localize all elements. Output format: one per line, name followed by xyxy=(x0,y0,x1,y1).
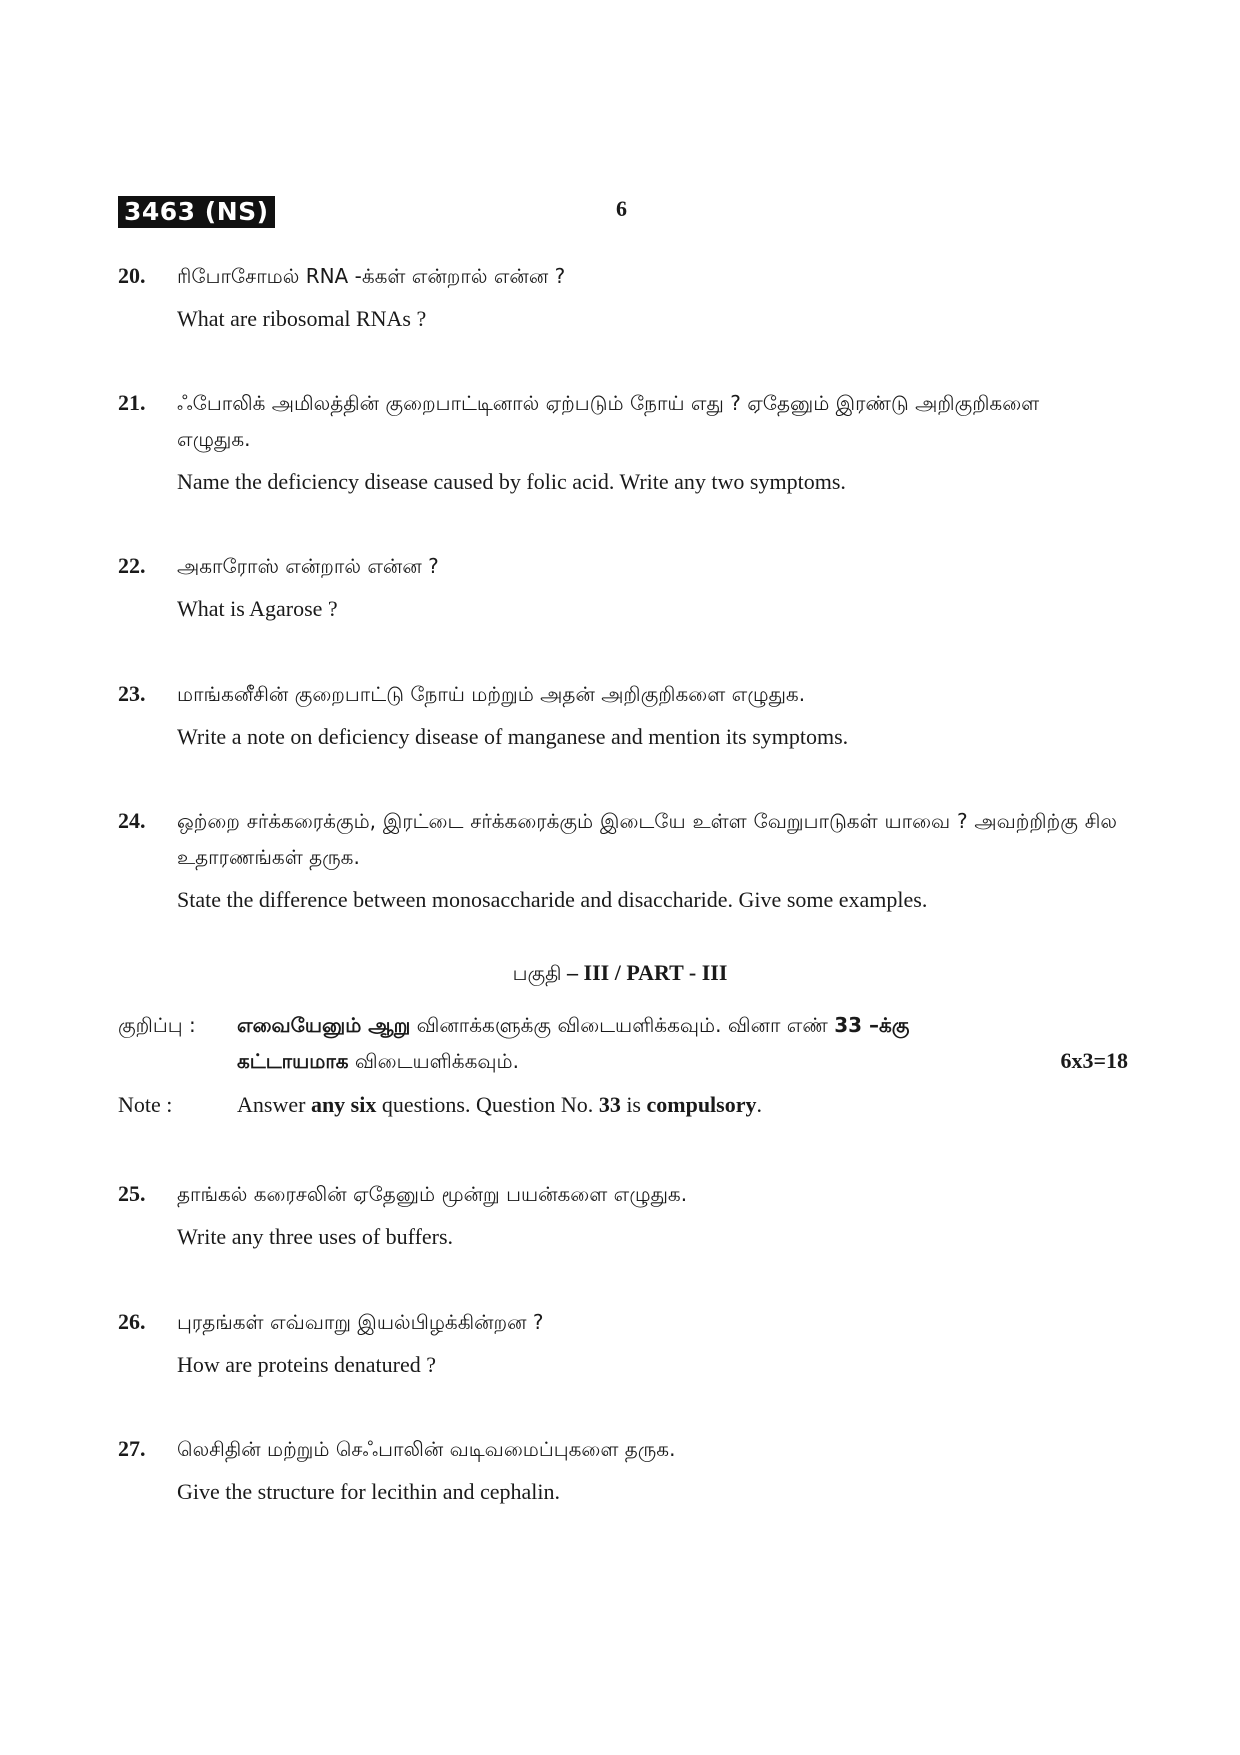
note-emphasis: 33 –க்கு xyxy=(834,1013,910,1037)
question-text-tamil: தாங்கல் கரைசலின் ஏதேனும் மூன்று பயன்களை எழுதுக. xyxy=(177,1182,688,1206)
part-heading-text: III / PART - III xyxy=(583,960,728,985)
question-text-tamil: ரிபோசோமல் RNA -க்கள் என்றால் என்ன ? xyxy=(177,264,566,288)
note-emphasis: கட்டாயமாக xyxy=(237,1049,349,1073)
question-text-english: How are proteins denatured ? xyxy=(177,1352,437,1377)
question-number: 22. xyxy=(118,553,146,578)
note-text-english xyxy=(237,1087,1128,1123)
question-text-english: State the difference between monosaccharide and disaccharide. Give some examples. xyxy=(177,887,928,912)
question-text-english: Write any three uses of buffers. xyxy=(177,1224,454,1249)
part-heading-separator: – xyxy=(561,960,584,985)
note-label-tamil: குறிப்பு : xyxy=(118,1013,196,1037)
question-text-tamil: லெசிதின் மற்றும் செஃபாலின் வடிவமைப்புகளை தருக. xyxy=(177,1437,676,1461)
question-text-tamil: மாங்கனீசின் குறைபாட்டு நோய் மற்றும் அதன் அறிகுறிகளை எழுதுக. xyxy=(177,682,806,706)
question-text-tamil: ஒற்றை சர்க்கரைக்கும், இரட்டை சர்க்கரைக்கும் இடையே உள்ள வேறுபாடுகள் யாவை ? அவற்றிற்கு சில உதாரணங்கள் தருக. xyxy=(177,809,1117,869)
question-text-english: Write a note on deficiency disease of manganese and mention its symptoms. xyxy=(177,724,849,749)
question-number: 25. xyxy=(118,1181,146,1206)
note-emphasis: compulsory xyxy=(646,1092,757,1117)
note-segment: is xyxy=(620,1092,647,1117)
question-text-english: What are ribosomal RNAs ? xyxy=(177,306,427,331)
question-text-english: What is Agarose ? xyxy=(177,596,338,621)
paper-code-badge: 3463 (NS) xyxy=(118,196,275,228)
note-segment: questions. Question No. xyxy=(376,1092,599,1117)
question-text-tamil: அகாரோஸ் என்றால் என்ன ? xyxy=(177,554,439,578)
part-heading xyxy=(0,960,1240,988)
question-number: 23. xyxy=(118,681,146,706)
note-segment: விடையளிக்கவும். xyxy=(348,1049,519,1073)
note-emphasis: எவையேனும் ஆறு xyxy=(237,1013,411,1037)
question-text-tamil: ஃபோலிக் அமிலத்தின் குறைபாட்டினால் ஏற்படும் நோய் எது ? ஏதேனும் இரண்டு அறிகுறிகளை எழுதுக. xyxy=(177,391,1040,451)
note-segment: . xyxy=(756,1092,762,1117)
note-segment: Answer xyxy=(237,1092,311,1117)
marks-scheme: 6x3=18 xyxy=(1060,1048,1128,1073)
question-number: 27. xyxy=(118,1436,146,1461)
question-number: 20. xyxy=(118,263,146,288)
note-emphasis: 33 xyxy=(598,1092,621,1117)
page-number: 6 xyxy=(616,196,627,221)
note-emphasis: any six xyxy=(310,1092,377,1117)
question-text-tamil: புரதங்கள் எவ்வாறு இயல்பிழக்கின்றன ? xyxy=(177,1310,544,1334)
question-number: 21. xyxy=(118,390,146,415)
question-text-english: Name the deficiency disease caused by folic acid. Write any two symptoms. xyxy=(177,469,846,494)
note-segment: வினாக்களுக்கு விடையளிக்கவும். வினா எண் xyxy=(410,1013,835,1037)
note-text-tamil xyxy=(237,1007,1128,1079)
question-number: 26. xyxy=(118,1309,146,1334)
question-text-english: Give the structure for lecithin and cephalin. xyxy=(177,1479,561,1504)
note-label-english: Note : xyxy=(118,1092,173,1117)
question-number: 24. xyxy=(118,808,146,833)
part-heading-tamil: பகுதி xyxy=(512,961,562,985)
